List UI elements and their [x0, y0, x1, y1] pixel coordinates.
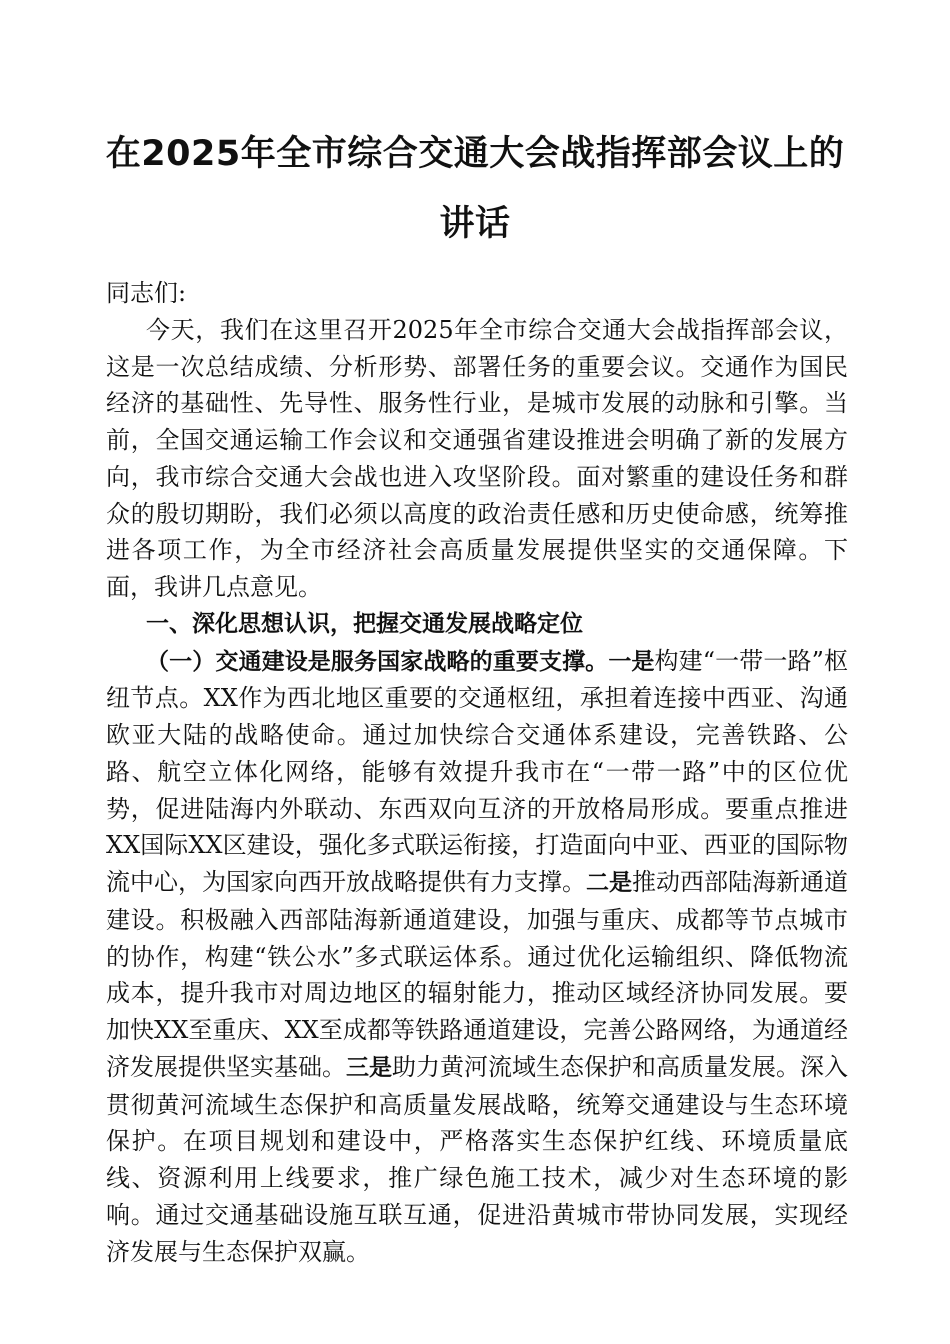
paragraph-intro: 今天，我们在这里召开2025年全市综合交通大会战指挥部会议，这是一次总结成绩、分析形势、部署任务的重要会议。交通作为国民经济的基础性、先导性、服务性行业，是城市发展的动脉和引擎。当前，全国交通运输工作会议和交通强省建设推进会明确了新的发展方向，我市综合交通大会战也进入攻坚阶段。面对繁重的建设任务和群众的殷切期盼，我们必须以高度的政治责任感和历史使命感，统筹推进各项工作，为全市经济社会高质量发展提供坚实的交通保障。下面，我讲几点意见。	[106, 315, 848, 601]
document-title-line2: 讲话	[439, 204, 511, 244]
point-text-first: 构建“一带一路”枢纽节点。XX作为西北地区重要的交通枢纽，承担着连接中西亚、沟通欧亚大陆的战略使命。通过加快综合交通体系建设，完善铁路、公路、航空立体化网络，能够有效提升我市在“一带一路”中的区位优势，促进陆海内外联动、东西双向互济的开放格局形成。要重点推进XX国际XX区建设，强化多式联运衔接，打造面向中亚、西亚的国际物流中心，为国家向西开放战略提供有力支撑。	[106, 646, 849, 896]
point-label-third: 三是	[346, 1054, 392, 1081]
point-label-first: 一是	[608, 648, 655, 675]
subsection-title: （一）交通建设是服务国家战略的重要支撑。	[146, 648, 609, 675]
point-label-second: 二是	[586, 870, 632, 896]
salutation: 同志们:	[106, 279, 187, 307]
point-text-third: 助力黄河流域生态保护和高质量发展。深入贯彻黄河流域生态保护和高质量发展战略，统筹交通建设与生态环境保护。在项目规划和建设中，严格落实生态保护红线、环境质量底线、资源利用上线要求，推广绿色施工技术，减少对生态环境的影响。通过交通基础设施互联互通，促进沿黄城市带协同发展，实现经济发展与生态保护双赢。	[106, 1052, 848, 1266]
point-text-second: 推动西部陆海新通道建设。积极融入西部陆海新通道建设，加强与重庆、成都等节点城市的协作，构建“铁公水”多式联运体系。通过优化运输组织、降低物流成本，提升我市对周边地区的辐射能力，推动区域经济协同发展。要加快XX至重庆、XX至成都等铁路通道建设，完善公路网络，为通道经济发展提供坚实基础。	[106, 868, 848, 1081]
paragraph-subsection-1	[106, 643, 848, 1271]
document-body	[106, 275, 848, 1270]
section-heading-1: 一、深化思想认识，把握交通发展战略定位	[146, 610, 583, 637]
document-title-line1: 在2025年全市综合交通大会战指挥部会议上的	[105, 134, 845, 174]
